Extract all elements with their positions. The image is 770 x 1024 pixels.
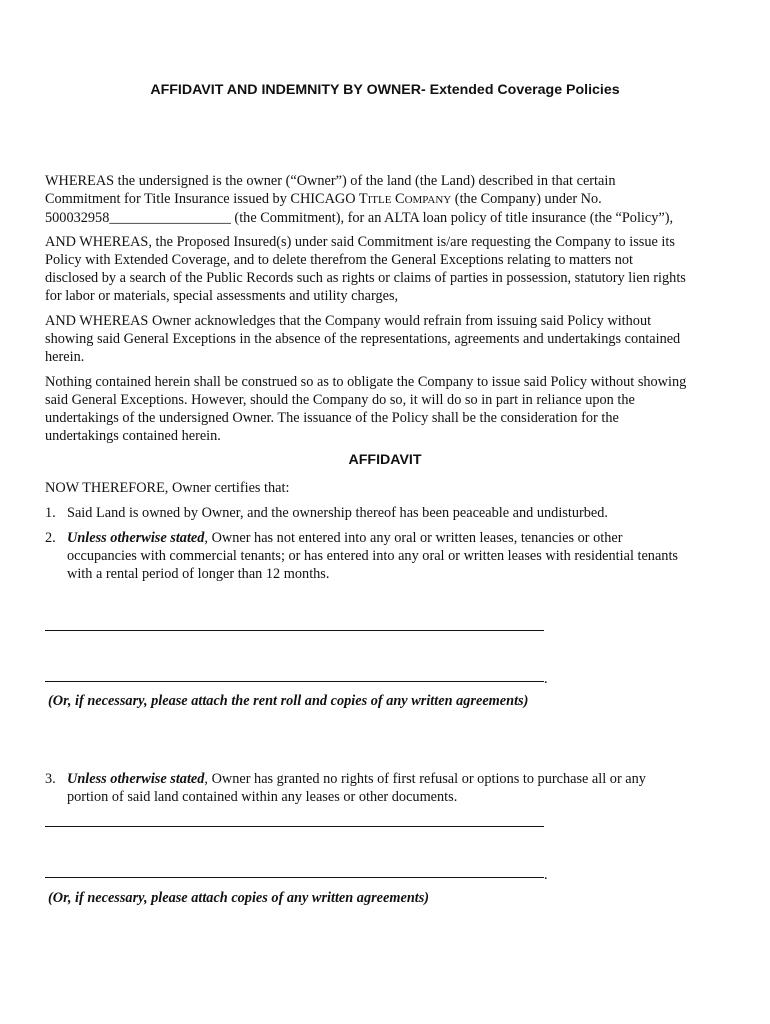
whereas-acknowledges-paragraph [45,312,735,366]
item-1-number: 1. [45,505,56,521]
item-2-line-1 [67,529,747,547]
nothing-contained-line-1: Nothing contained herein shall be construed so as to obligate the Company to issue said Policy without showing [45,374,687,390]
written-agreements-note: (Or, if necessary, please attach copies of any written agreements) [48,890,430,906]
whereas-acknowledges-line-2: showing said General Exceptions in the absence of the representations, agreements and undertakings contained [45,331,681,347]
blank-line-1[interactable] [45,630,544,631]
nothing-contained-line-4: undertakings contained herein. [45,428,221,444]
whereas-insured-line-1: AND WHEREAS, the Proposed Insured(s) under said Commitment is/are requesting the Company to issue its [45,234,675,250]
nothing-contained-paragraph [45,373,735,445]
item-2-number: 2. [45,530,56,546]
company-name-capital: C [391,191,405,207]
blank-line-4[interactable] [45,877,544,878]
whereas-acknowledges-line-1: AND WHEREAS Owner acknowledges that the Company would refrain from issuing said Policy without [45,313,652,329]
blank-line-2[interactable] [45,681,544,682]
whereas-insured-line-4: for labor or materials, special assessments and utility charges, [45,288,399,304]
item-3-line-1-rest: , Owner has granted no rights of first refusal or options to purchase all or any [204,771,646,787]
blank-line-4-period: . [544,867,548,883]
company-name-smallcaps-2: OMPANY [404,194,452,206]
company-name-smallcaps-1: ITLE [367,194,392,206]
whereas-owner-line-1: WHEREAS the undersigned is the owner (“Owner”) of the land (the Land) described in that certain [45,173,616,189]
document-title: AFFIDAVIT AND INDEMNITY BY OWNER- Extended Coverage Policies [150,82,620,98]
nothing-contained-line-3: undertakings of the undersigned Owner. The issuance of the Policy shall be the consideration for the [45,410,619,426]
item-2-lead: Unless otherwise stated [67,530,205,546]
affidavit-heading: AFFIDAVIT [348,452,422,468]
item-3-line-2: portion of said land contained within any leases or other documents. [67,789,458,805]
blank-line-3[interactable] [45,826,544,827]
item-2-line-3: with a rental period of longer than 12 months. [67,566,330,582]
item-2-line-1-rest: , Owner has not entered into any oral or written leases, tenancies or other [204,530,623,546]
item-3-number: 3. [45,771,56,787]
item-2-line-2: occupancies with commercial tenants; or has entered into any oral or written leases with residential tenants [67,548,678,564]
nothing-contained-line-2: said General Exceptions. However, should the Company do so, it will do so in part in reliance upon the [45,392,635,408]
item-2-text [67,529,747,583]
whereas-owner-line-2 [45,190,735,209]
item-3-lead: Unless otherwise stated [67,771,205,787]
rent-roll-note: (Or, if necessary, please attach the rent roll and copies of any written agreements) [48,693,529,709]
now-therefore-line: NOW THEREFORE, Owner certifies that: [45,480,290,496]
whereas-acknowledges-line-3: herein. [45,349,85,365]
item-3-line-1 [67,770,747,788]
blank-line-2-period: . [544,671,548,687]
commitment-text: Commitment for Title Insurance issued by CHICAGO T [45,191,368,207]
whereas-insured-line-3: disclosed by a search of the Public Records such as rights or claims of parties in possession, statutory lien rights [45,270,686,286]
whereas-insured-line-2: Policy with Extended Coverage, and to delete therefrom the General Exceptions relating to matters not [45,252,633,268]
whereas-insured-paragraph [45,233,735,305]
whereas-owner-line-3: 500032958_________________ (the Commitment), for an ALTA loan policy of title insurance (the “Policy”), [45,210,674,226]
whereas-owner-paragraph [45,172,735,227]
item-1-text: Said Land is owned by Owner, and the ownership thereof has been peaceable and undisturbed. [67,505,608,521]
commitment-number-label: (the Company) under No. [451,191,602,207]
item-3-text [67,770,747,806]
